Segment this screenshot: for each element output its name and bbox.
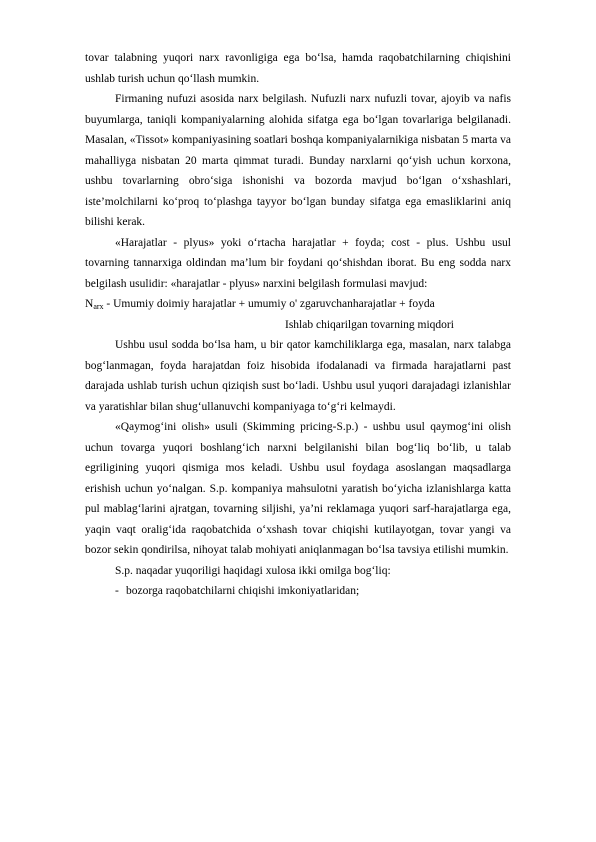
list-item (85, 581, 511, 602)
formula-lhs-base: N (85, 298, 94, 310)
paragraph-cost-plus: «Harajatlar - plyus» yoki o‘rtacha harajatlar + foyda; cost - plus. Ushbu usul tovarning tannarxiga oldindan ma’lum bir foydani qo‘shishdan iborat. Bu eng sodda narx belgilash usulidir: «harajatlar - plyus» narxini belgilash formulasi mavjud: (85, 236, 511, 290)
list-item-text: bozorga raqobatchilarni chiqishi imkoniyatlaridan; (126, 585, 360, 597)
list-item-marker: - (115, 585, 119, 597)
paragraph-skimming-factors: S.p. naqadar yuqoriligi haqidagi xulosa ikki omilga bog‘liq: (115, 564, 391, 577)
formula-numerator: - Umumiy doimiy harajatlar + umumiy o' zgaruvchanharajatlar + foyda (103, 298, 435, 310)
paragraph-cost-plus-drawbacks: Ushbu usul sodda bo‘lsa ham, u bir qator kamchiliklarga ega, masalan, narx talabga bog‘lanmagan, foyda harajatdan foiz hisobida ifodalanadi va firmada harajatlarni past darajada ushlab turish uchun qiziqish sust bo‘ladi. Ushbu usul yuqori darajadagi izlanishlar va yaratishlar bilan shug‘ullanuvchi kompaniyaga to‘g‘ri kelmaydi. (85, 339, 511, 413)
document-page (85, 48, 511, 602)
paragraph-prestige-pricing: Firmaning nufuzi asosida narx belgilash. Nufuzli narx nufuzli tovar, ajoyib va nafis buyumlarga, taniqli kompaniyalarning alohida sifatga ega bo‘lgan tovarlariga belgilanadi. Masalan, «Tissot» kompaniyasining soatlari boshqa kompaniyalarnikiga nisbatan 5 marta va mahalliyga nisbatan 20 marta qimmat turadi. Bunday narxlarni qo‘yish uchun korxona, ushbu tovarlarning obro‘siga ishonishi va bozorda mavjud bo‘lgan o‘xshashlari, iste’molchilarni ko‘proq to‘plashga tayyor bo‘lgan bunday sifatga ega emasliklarini aniq bilishi kerak. (85, 93, 511, 228)
formula-denominator: Ishlab chiqarilgan tovarning miqdori (285, 318, 454, 331)
paragraph-continuation: tovar talabning yuqori narx ravonligiga ega bo‘lsa, hamda raqobatchilarning chiqishini ushlab turish uchun qo‘llash mumkin. (85, 52, 511, 85)
formula-lhs-subscript: arx (93, 302, 104, 311)
formula-numerator-line (85, 294, 511, 315)
paragraph-skimming-pricing: «Qaymog‘ini olish» usuli (Skimming pricing-S.p.) - ushbu usul qaymog‘ini olish uchun tovarga yuqori boshlang‘ich narxni belgilanishi bilan bog‘liq bo‘lib, u talab egriligining yuqori qismiga mos keladi. Ushbu usul foydaga asoslangan maqsadlarga erishish uchun yo‘nalgan. S.p. kompaniya mahsulotni yaratish bo‘yicha izlanishlarga katta pul mablag‘larini ajratgan, tovarning siljishi, ya’ni reklamaga yuqori sarf-harajatlarga ega, yaqin vaqt oralig‘ida raqobatchida o‘xshash tovar chiqishi kutilayotgan, tovar yangi va bozor sekin qondirilsa, nihoyat talab mohiyati aniqlanmagan bo‘lsa tavsiya etilishi mumkin. (85, 421, 511, 556)
